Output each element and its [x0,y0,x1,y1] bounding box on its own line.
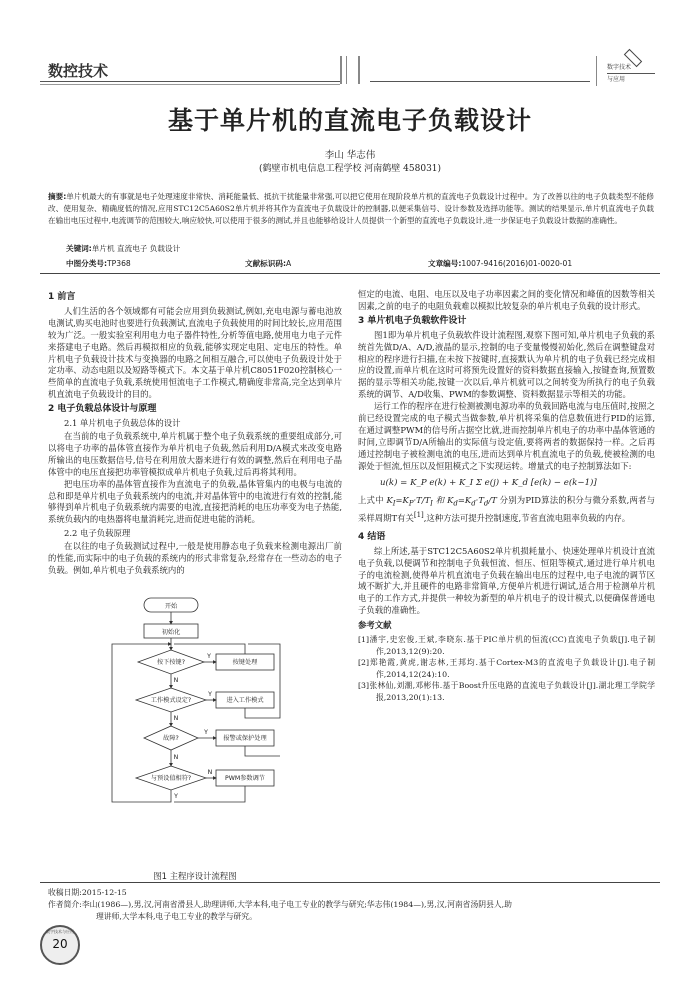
header-bars [336,56,366,86]
section-2-1-paragraph-2: 把电压功率的晶体管直接作为直流电子的负载,晶体管集内的电极与电流的总和即是单片机电子负载系统内的电流,并对晶体管中的电流进行有效的控制,能够得到单片机电子负载系统内需要的电流,直接把消耗的电压功率变为电子热能,系统负载内的电热器将电量消耗完,进而促进电能的消耗。 [48,478,342,525]
mode-question-label: 工作模式设定? [150,697,192,704]
eq-tail-text: ,这种方法可提升控制速度,节省直流电阻率负载的内存。 [423,512,631,523]
journal-section: 数控技术 [48,62,109,80]
protect-label: 报警或保护处理 [223,735,267,742]
continued-paragraph: 恒定的电流、电阻、电压以及电子功率因素之间的变化情况和峰值的因数等相关因素,之前的电子的电阻负载难以模拟比较复杂的单片机电子负载的设计形式。 [358,289,655,311]
section-3-paragraph-1: 图1即为单片机电子负载软件设计流程图,观察下图可知,单片机电子负载的系统首先做D/A、A/D,液晶的显示,控制的电子变量慢慢初始化,然后在调整键盘对相应的程序进行扫描,在未按下按键时,直接默认为单片机的电子负载已经完成相应的设置,而单片机在这时可将预先设置好的资料数据直接输入,按键查询,预置数据的显示等相关功能,按键一次以后,单片机就可以之间转变为所执行的电子负载系统的调节、A/D收集、PWM的参数调整、资料数据显示等相关的功能。 [358,329,655,400]
section-4-paragraph: 综上所述,基于STC12C5A60S2单片机损耗量小、快速处理单片机设计直流电子负载,以便调节和控制电子负载恒流、恒压、恒阻等模式,通过进行单片机电子的电流检测,使得单片机直流电子负载在输出电压的过程中,电子电流的调节区域不断扩大,并且硬件的电路非常简单,方便单片机进行调试,适合用于检测单片机电子的工作方式,并提供一种较为新型的单片机电子的设计模式,以便确保普通电子负载的准确性。 [358,545,655,616]
keywords-label: 关键词: [66,244,92,253]
header-rule-right [370,81,590,82]
section-3-paragraph-2: 运行工作的程序在进行检测被测电源功率的负载回路电流与电压值时,按照之前已经设置完成的电子模式当做参数,单片机将采集的信息数值进行PID的运算,在通过调整PWM的信号所占据空比就,进而控制单片机电子的功率中晶体管通的时间,立即调节D/A所输出的实际值与设定值,要将两者的数据保持一样。之后再通过控制电子被检测电流的电压,进而达到单片机直流电子的负载,使被检测的电源处于恒流,恒压以及恒阻模式之下实现运转。增量式的电子控制算法如下: [358,401,655,471]
key-process-label: 按键处理 [232,659,258,666]
ki-kd-formula: $K_I=K_P\cdot T/T_I$ 和 $K_d=K_d\cdot T_d/T$ [386,494,497,508]
page-number-badge [40,925,80,965]
yes-label-1: Y [207,653,211,660]
section-4-heading: 4 结语 [358,531,386,542]
header-rule [40,81,340,82]
section-1-paragraph: 人们生活的各个领域都有可能会应用到负载测试,例如,充电电源与蓄电池放电测试,购买电池时也要进行负载测试,直流电子负载使用的时间比较长,应用范围较为广泛。一般实验室利用电力电子器件特性,分析等值电路,使用电力电子元件来搭建电子电路。然后再模拟相应的负载,能够实现定电阻、定电压的特性。单片机电子负载设计技术与变换器的电路之间相互融合,可以使电子负载设计处于定功率、动态电阻以及短路等模式下。本文基于单片机C8051F020控制核心一些简单的直流电子负载,系统使用恒流电子工作模式,精确度非常高,完全达到单片机直流电子负载设计的目的。 [48,305,342,400]
footnote [48,887,658,923]
pid-equation: u(k) = K_P e(k) + K_I Σ e(j) + K_d [e(k) − e(k−1)] [380,477,597,488]
abstract-separator [40,273,660,274]
keywords [66,243,180,254]
mode-enter-label: 进入工作模式 [226,697,264,704]
section-1-heading: 1 前言 [48,292,76,302]
no-label-4: N [207,769,213,776]
main-program-flowchart [98,596,288,866]
equation-explanation: 上式中 $K_I=K_P\cdot T/T_I$ 和 $K_d=K_d\cdot T_d/T$ 分别为PID算法的积分与微分系数,两者与采样周期T有关[1],这种方法可提升控制速度,节省直流电阻率负载的内存。 [358,494,655,523]
reference-item: [2]郑艳霞,黄虎,谢志林,王邦均.基于Cortex-M3的直流电子负载设计[J].电子制作,2014,12(24):10. [358,658,655,679]
key-question-label: 按下按键? [156,659,186,666]
references-heading: 参考文献 [358,620,392,631]
received-date: 收稿日期:2015-12-15 [48,888,127,897]
author-bio: 作者简介:李山(1986—),男,汉,河南省滑县人,助理讲师,大学本科,电子电工专业的教学与研究;华志伟(1984—),男,汉,河南省汤阴县人,助 [48,900,512,909]
badge-ring-text: 数字技术与应用 [46,929,74,934]
eq-post-text: 分别为PID算法的积分与微分系数,两者与采样周期T有关 [358,494,655,523]
abstract-label: 摘要: [48,192,67,201]
pwm-label: PWM参数调节 [225,775,265,782]
footer-separator [40,882,660,883]
reference-item: [1]潘宇,史宏俊,王斌,李晓东.基于PIC单片机的恒流(CC)直流电子负载[J].电子制作,2013,12(9):20. [358,635,655,656]
affiliation: (鹤壁市机电信息工程学校 河南鹤壁 458031) [258,164,442,174]
keywords-text: 单片机 直流电子 负载设计 [91,244,181,253]
no-label-3: N [173,754,179,761]
reference-item: [3]张林仙,刘潮,邓彬伟.基于Boost升压电路的直流电子负载设计[J].湖北理工学院学报,2013,20(1):13. [358,681,655,702]
section-2-2-paragraph: 在以往的电子负载测试过程中,一般是使用静态电子负载来检测电源出厂前的性能,而实际中的电子负载的系统内的形式非常复杂,经常存在一些动态的电子负载。例如,单片机电子负载系统内的 [48,541,342,575]
yes-label-3: Y [204,729,208,736]
left-column [48,289,342,577]
header-rule-thin [40,84,340,85]
abstract [48,191,654,227]
journal-logo [596,56,655,86]
article-number: 文章编号:1007-9416(2016)01-0020-01 [428,259,573,268]
doc-code: 文献标识码:A [245,259,292,268]
author-bio-continued: 理讲师,大学本科,电子电工专业的教学与研究。 [96,912,257,921]
init-label: 初始化 [161,629,181,636]
section-2-1-paragraph-1: 在当前的电子负载系统中,单片机属于整个电子负载系统的重要组成部分,可以将电子功率的晶体管直接作为单片机电子负载,然后利用D/A模式来改变电路所输出的电压数据信号,信号在利用放大器来进行有效的调整,然后在利用电子晶体管中的电压直接把功率管模拟成单片机电子负载,过后再将其利用。 [48,430,342,477]
abstract-text: 单片机最大的有事就是电子处理速度非常快、消耗能量低、抵抗干扰能量非常强,可以把它使用在现阶段单片机的直流电子负载设计过程中。为了改善以往的电子负载类型不能修改、使用复杂、精确度低的情况,应用STC12C5A60S2单片机并将其作为直流电子负载设计的控制器,以便采集信号、设计参数及选择功能等。测试的结果显示,单片机直流电子负载在输出电压过程中,电流调节的范围较大,响应较快,可以使用于很多的测试,并且也能够给设计人员提供一个新型的直流电子负载设计,进一步保证电子负载设计数据的准确性。 [48,192,654,225]
eq-pre-text: 上式中 [358,494,384,505]
logo-top-text: 数字技术 [607,64,632,71]
figure-caption: 图1 主程序设计流程图 [153,871,237,881]
right-column [358,289,655,703]
authors: 李山 华志伟 [324,150,376,161]
subsection-2-2-heading: 2.2 电子负载原理 [64,528,131,539]
logo-bottom-text: 与应用 [607,73,655,85]
clc-number: 中图分类号:TP368 [66,259,131,268]
page-number: 20 [52,937,68,951]
yes-label-2: Y [208,691,212,698]
no-label-1: N [173,677,179,684]
start-label: 开始 [164,603,178,610]
paper-title: 基于单片机的直流电子负载设计 [167,106,532,135]
yes-label-4: Y [174,793,178,800]
section-3-heading: 3 单片机电子负载软件设计 [358,315,467,326]
subsection-2-1-heading: 2.1 单片机电子负载总体的设计 [64,418,181,429]
adjust-question-label: 与预设值相符? [150,775,192,782]
section-2-heading: 2 电子负载总体设计与原理 [48,404,157,415]
reference-list [358,634,655,703]
no-label-2: N [173,715,179,722]
fault-question-label: 故障? [163,735,179,742]
